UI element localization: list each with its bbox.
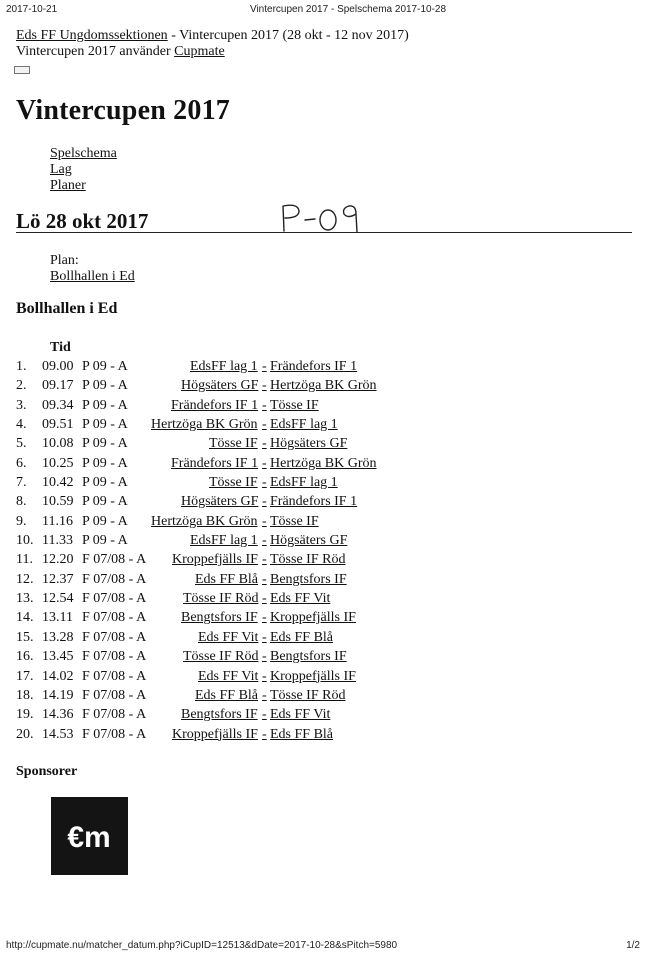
- sponsors-heading: Sponsorer: [16, 764, 78, 779]
- svg-text:€m: €m: [67, 821, 111, 854]
- away-team-link[interactable]: Högsäters GF: [270, 533, 348, 549]
- plan-label: Plan:: [50, 253, 79, 268]
- match-class: P 09 - A: [82, 513, 128, 529]
- away-team-link[interactable]: EdsFF lag 1: [270, 417, 338, 433]
- match-class: F 07/08 - A: [82, 668, 147, 684]
- match-number: 12.: [16, 571, 34, 587]
- match-separator-link[interactable]: -: [262, 591, 267, 607]
- match-separator-link[interactable]: -: [262, 649, 267, 665]
- match-number: 1.: [16, 359, 27, 374]
- match-separator-link[interactable]: -: [262, 417, 267, 433]
- match-time: 12.54: [42, 591, 74, 607]
- nav-links: [50, 146, 117, 194]
- match-separator-link[interactable]: -: [262, 707, 267, 723]
- match-class: F 07/08 - A: [82, 610, 147, 626]
- match-time: 10.25: [42, 455, 74, 471]
- print-date: 2017-10-21: [6, 4, 58, 15]
- match-time: 13.45: [42, 649, 74, 665]
- plan-link[interactable]: Bollhallen i Ed: [50, 269, 135, 284]
- match-class: P 09 - A: [82, 475, 128, 491]
- print-page-number: 1/2: [626, 940, 640, 951]
- match-time: 09.34: [42, 397, 74, 413]
- match-time: 12.37: [42, 571, 74, 587]
- away-team-link[interactable]: EdsFF lag 1: [270, 475, 338, 491]
- match-time: 14.36: [42, 707, 74, 723]
- match-class: F 07/08 - A: [82, 591, 147, 607]
- match-separator-link[interactable]: -: [262, 455, 267, 471]
- print-toggle-button[interactable]: [14, 66, 30, 74]
- nav-lag[interactable]: Lag: [50, 162, 72, 177]
- match-number: 10.: [16, 533, 34, 549]
- away-team-link[interactable]: Hertzöga BK Grön: [270, 378, 377, 394]
- match-time: 12.20: [42, 552, 74, 568]
- match-number: 6.: [16, 455, 27, 471]
- match-separator-link[interactable]: -: [262, 610, 267, 626]
- match-class: P 09 - A: [82, 359, 128, 374]
- uses-line: [16, 44, 409, 60]
- match-class: P 09 - A: [82, 397, 128, 413]
- away-team-link[interactable]: Tösse IF: [270, 397, 319, 413]
- match-time: 10.42: [42, 475, 74, 491]
- match-separator-link[interactable]: -: [262, 552, 267, 568]
- match-number: 2.: [16, 378, 27, 394]
- match-class: F 07/08 - A: [82, 571, 147, 587]
- away-team-link[interactable]: Eds FF Vit: [270, 707, 331, 723]
- uses-text: Vintercupen 2017 använder: [16, 44, 175, 59]
- match-number: 14.: [16, 610, 34, 626]
- org-line: [16, 28, 409, 44]
- match-time: 14.19: [42, 687, 74, 703]
- match-separator-link[interactable]: -: [262, 359, 267, 374]
- print-header: [6, 4, 640, 18]
- match-class: F 07/08 - A: [82, 687, 147, 703]
- match-separator-link[interactable]: -: [262, 668, 267, 684]
- match-time: 09.17: [42, 378, 74, 394]
- plan-section: [50, 253, 135, 285]
- match-class: P 09 - A: [82, 436, 128, 452]
- match-separator-link[interactable]: -: [262, 533, 267, 549]
- away-team-link[interactable]: Eds FF Vit: [270, 591, 331, 607]
- match-separator-link[interactable]: -: [262, 629, 267, 645]
- match-number: 16.: [16, 649, 34, 665]
- match-number: 18.: [16, 687, 34, 703]
- day-title: Lö 28 okt 2017: [16, 209, 149, 233]
- match-time: 09.51: [42, 417, 74, 433]
- match-time: 14.53: [42, 726, 74, 742]
- match-time: 11.33: [42, 533, 73, 549]
- match-class: P 09 - A: [82, 417, 128, 433]
- match-class: P 09 - A: [82, 533, 128, 549]
- match-class: F 07/08 - A: [82, 707, 147, 723]
- top-info: [16, 28, 409, 60]
- print-title: Vintercupen 2017 - Spelschema 2017-10-28: [249, 4, 447, 15]
- print-url: http://cupmate.nu/matcher_datum.php?iCupID=12513&dDate=2017-10-28&sPitch=5980: [6, 940, 398, 951]
- away-team-link[interactable]: Frändefors IF 1: [270, 359, 358, 374]
- match-time: 11.16: [42, 513, 73, 529]
- sponsor-logo[interactable]: [51, 797, 128, 875]
- away-team-link[interactable]: Högsäters GF: [270, 436, 348, 452]
- away-team-link[interactable]: Eds FF Blå: [270, 726, 334, 742]
- match-separator-link[interactable]: -: [262, 726, 267, 742]
- match-number: 9.: [16, 513, 27, 529]
- match-number: 8.: [16, 494, 27, 510]
- match-class: F 07/08 - A: [82, 629, 147, 645]
- nav-planer[interactable]: Planer: [50, 178, 86, 193]
- match-number: 7.: [16, 475, 27, 491]
- away-team-link[interactable]: Bengtsfors IF: [270, 649, 347, 665]
- match-number: 13.: [16, 591, 34, 607]
- match-class: F 07/08 - A: [82, 552, 147, 568]
- away-team-link[interactable]: Frändefors IF 1: [270, 494, 358, 510]
- print-footer: [6, 940, 640, 954]
- cupmate-link[interactable]: Cupmate: [174, 44, 225, 59]
- match-separator-link[interactable]: -: [262, 687, 267, 703]
- match-separator-link[interactable]: -: [262, 494, 267, 510]
- away-team-link[interactable]: Kroppefjälls IF: [270, 668, 356, 684]
- handwritten-note: [278, 200, 368, 234]
- match-separator-link[interactable]: -: [262, 397, 267, 413]
- match-number: 19.: [16, 707, 34, 723]
- match-number: 17.: [16, 668, 34, 684]
- match-separator-link[interactable]: -: [262, 571, 267, 587]
- match-separator-link[interactable]: -: [262, 378, 267, 394]
- match-class: P 09 - A: [82, 455, 128, 471]
- match-number: 11.: [16, 552, 33, 568]
- match-number: 3.: [16, 397, 27, 413]
- cup-info-text: - Vintercupen 2017 (28 okt - 12 nov 2017): [167, 28, 409, 43]
- match-time: 13.11: [42, 610, 73, 626]
- match-time: 09.00: [42, 359, 74, 374]
- page-title: Vintercupen 2017: [16, 95, 230, 126]
- match-number: 20.: [16, 726, 34, 742]
- away-team-link[interactable]: Eds FF Blå: [270, 629, 334, 645]
- away-team-link[interactable]: Tösse IF Röd: [270, 552, 346, 568]
- away-team-link[interactable]: Bengtsfors IF: [270, 571, 347, 587]
- match-class: P 09 - A: [82, 494, 128, 510]
- nav-spelschema[interactable]: Spelschema: [50, 146, 117, 161]
- match-time: 10.59: [42, 494, 74, 510]
- away-team-link[interactable]: Tösse IF Röd: [270, 687, 346, 703]
- org-link[interactable]: Eds FF Ungdomssektionen: [16, 28, 168, 43]
- venue-heading: Bollhallen i Ed: [16, 300, 118, 317]
- tid-header: Tid: [50, 340, 71, 355]
- away-team-link[interactable]: Hertzöga BK Grön: [270, 455, 377, 471]
- match-time: 14.02: [42, 668, 74, 684]
- match-time: 10.08: [42, 436, 74, 452]
- match-class: P 09 - A: [82, 378, 128, 394]
- match-separator-link[interactable]: -: [262, 513, 267, 529]
- match-number: 4.: [16, 417, 27, 433]
- away-team-link[interactable]: Kroppefjälls IF: [270, 610, 356, 626]
- match-number: 15.: [16, 629, 34, 645]
- match-separator-link[interactable]: -: [262, 475, 267, 491]
- away-team-link[interactable]: Tösse IF: [270, 513, 319, 529]
- match-time: 13.28: [42, 629, 74, 645]
- match-number: 5.: [16, 436, 27, 452]
- match-separator-link[interactable]: -: [262, 436, 267, 452]
- match-class: F 07/08 - A: [82, 649, 147, 665]
- match-class: F 07/08 - A: [82, 726, 147, 742]
